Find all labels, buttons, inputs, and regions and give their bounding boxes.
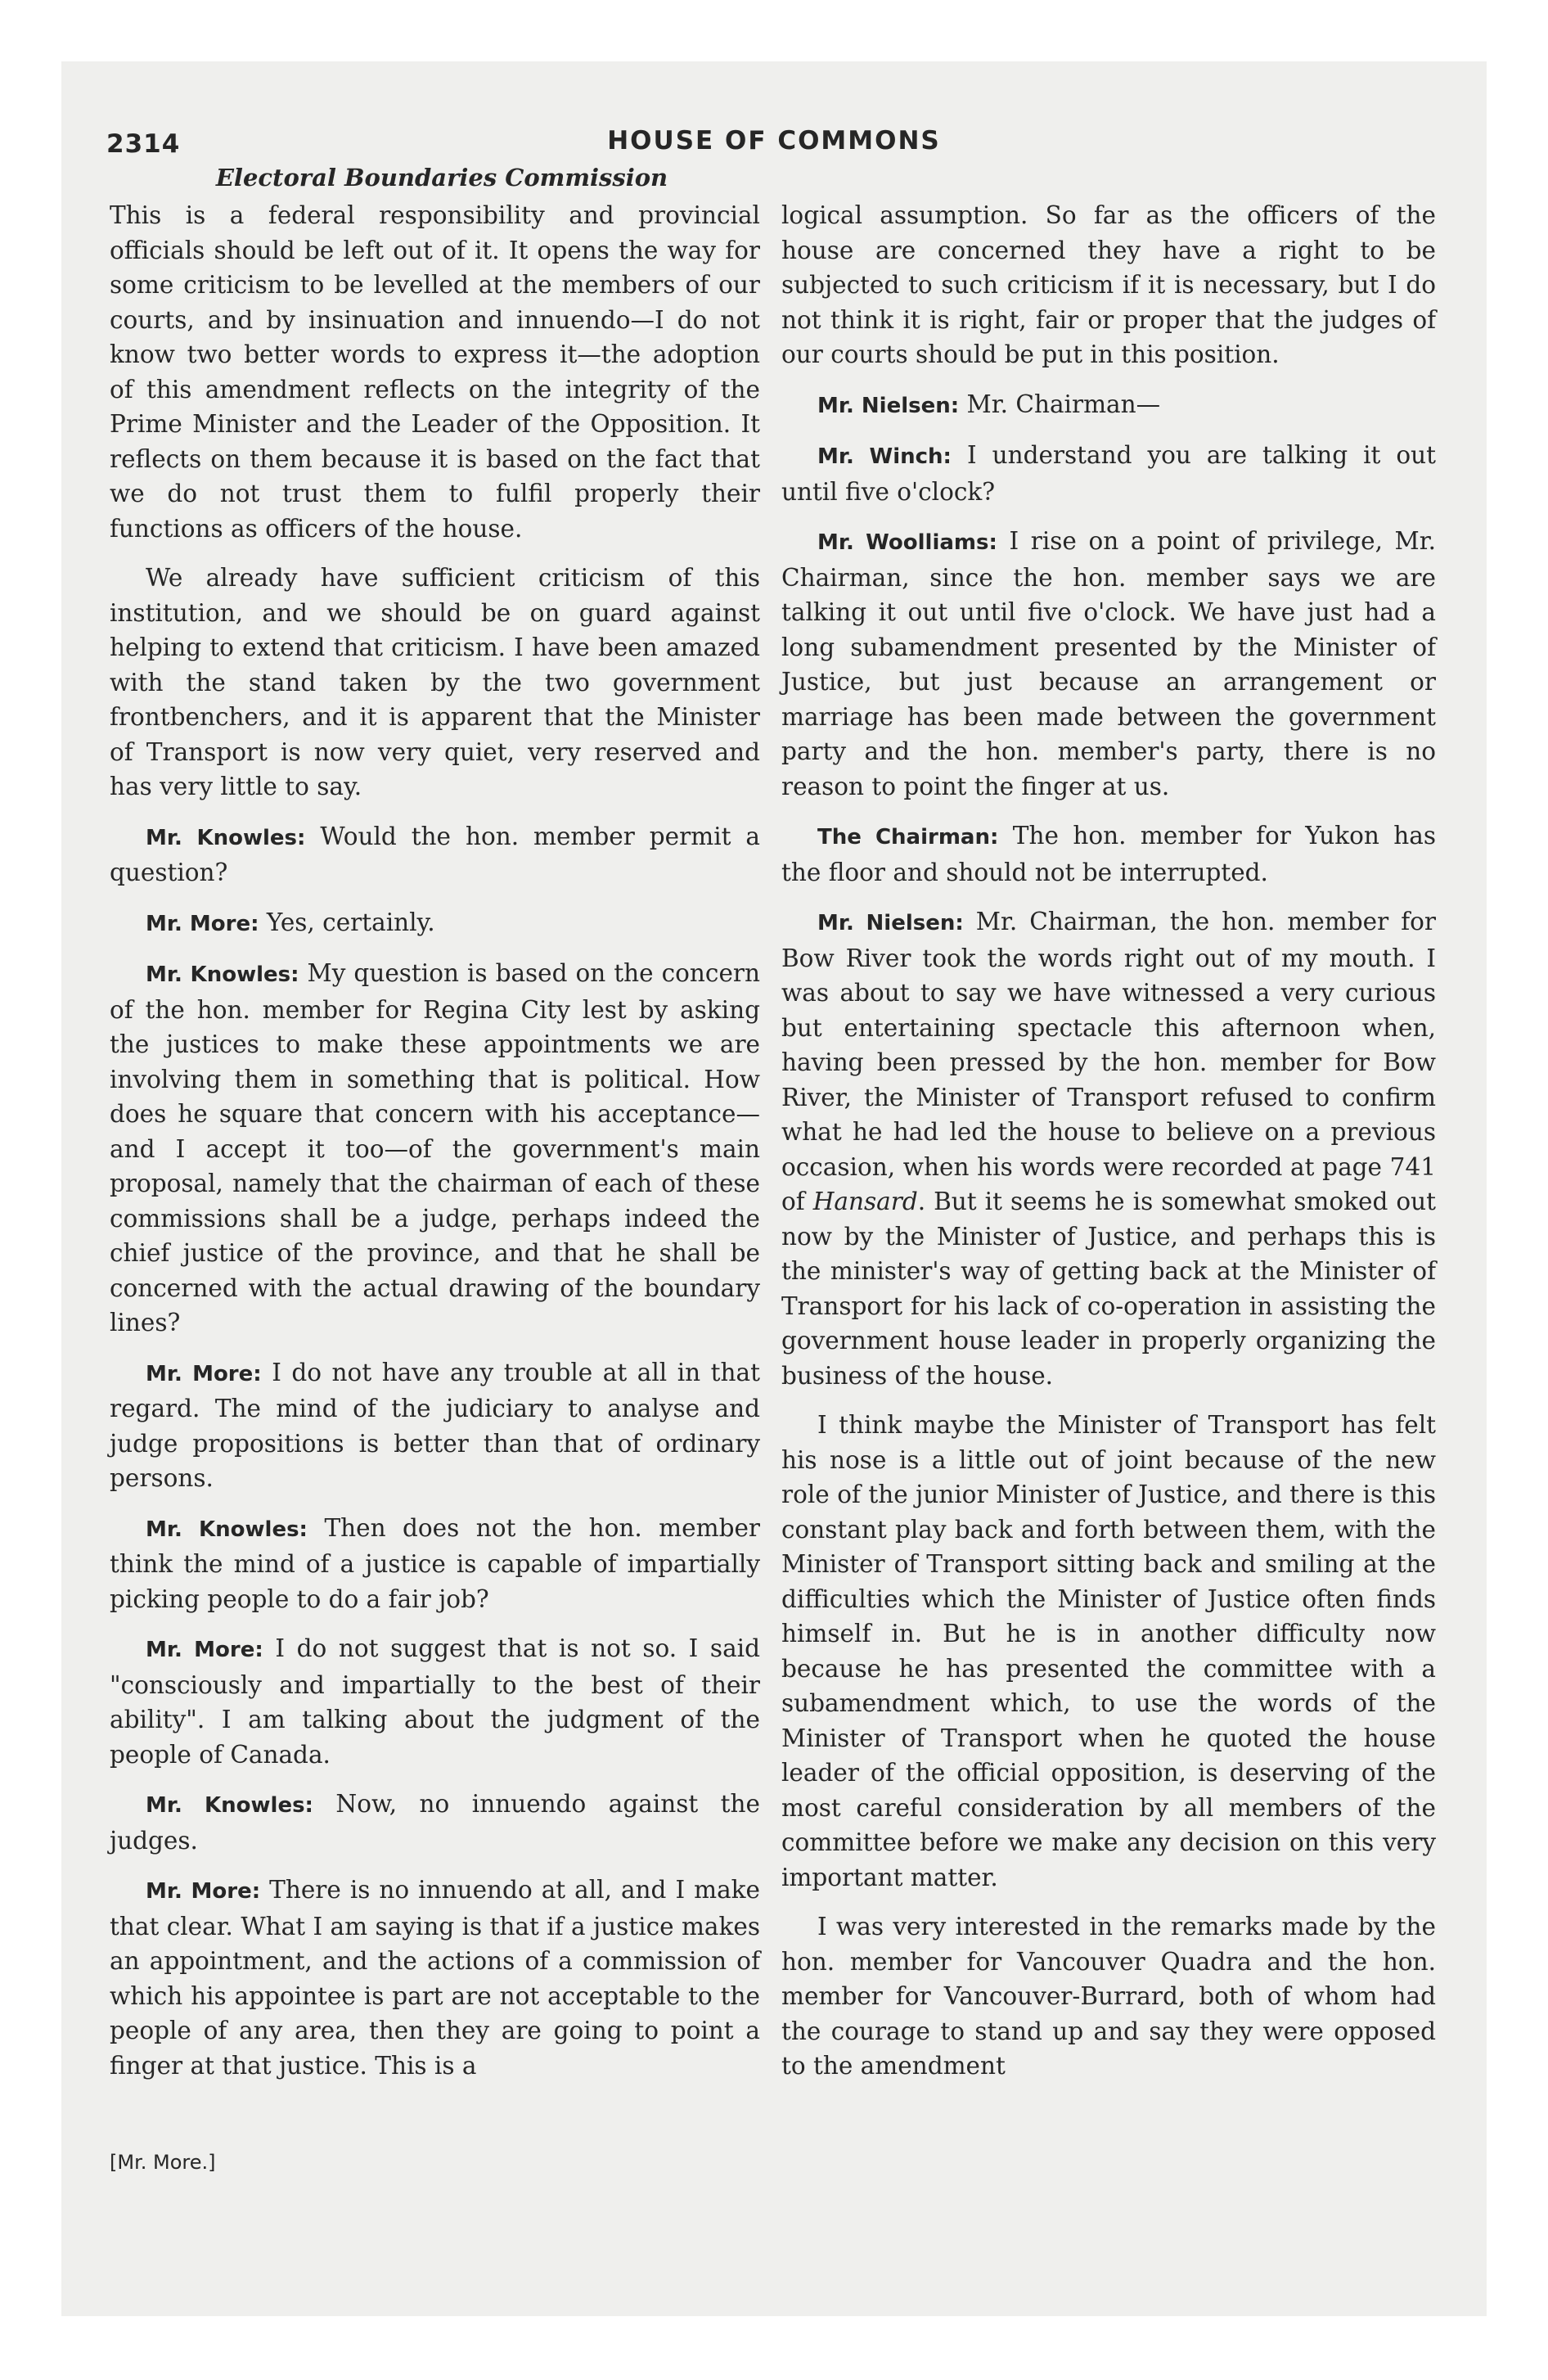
speaker-name: Mr. More:	[146, 911, 259, 936]
speaker-name: Mr. Nielsen:	[817, 911, 964, 935]
speech-text: Mr. Chairman, the hon. member for Bow River took the words right out of my mouth. I was about to say we have witnessed a very curious but entertaining spectacle this afternoon when, having been pressed by the hon. member for Bow River, the Minister of Transport refused to confirm what he had led the house to believe on a previous occasion, when his words were recorded at page 741 of	[781, 908, 1436, 1215]
speech	[110, 1355, 760, 1496]
running-head: HOUSE OF COMMONS	[607, 126, 941, 156]
speaker-name: Mr. Knowles:	[146, 1517, 308, 1542]
speech	[781, 438, 1436, 509]
speech	[781, 387, 1436, 424]
speech-text: Yes, certainly.	[266, 908, 435, 936]
speech	[110, 1511, 760, 1617]
speech-text: I do not have any trouble at all in that regard. The mind of the judiciary to analyse and judge propositions is better than that of ordinary persons.	[110, 1358, 760, 1492]
speech	[110, 819, 760, 890]
section-title: Electoral Boundaries Commission	[215, 164, 668, 192]
paragraph: I think maybe the Minister of Transport has felt his nose is a little out of joint because of the new role of the junior Minister of Justice, and there is this constant play back and forth between them, with the Minister of Transport sitting back and smiling at the difficulties which the Minister of Justice often finds himself in. But he is in another difficulty now because he has presented the committee with a subamendment which, to use the words of the Minister of Transport when he quoted the house leader of the official opposition, is deserving of the most careful consideration by all members of the committee before we make any decision on this very important matter.	[781, 1411, 1436, 1891]
speaker-name: Mr. Knowles:	[146, 1793, 313, 1818]
paragraph: This is a federal responsibility and provincial officials should be left out of it. It opens the way for some criticism to be levelled at the members of our courts, and by insinuation and innuendo—I do not know two better words to express it—the adoption of this amendment reflects on the integrity of the Prime Minister and the Leader of the Opposition. It reflects on them because it is based on the fact that we do not trust them to fulfil properly their functions as officers of the house.	[110, 201, 760, 543]
speech	[110, 1631, 760, 1772]
speech	[781, 904, 1436, 1393]
page-number: 2314	[106, 129, 181, 159]
hansard-title: Hansard	[812, 1188, 918, 1215]
speaker-name: Mr. Nielsen:	[817, 393, 960, 418]
speech-text: . But it seems he is somewhat smoked out now by the Minister of Justice, and perhaps this is the minister's way of getting back at the Minister of Transport for his lack of co-operation in assisting the government house leader in properly organizing the business of the house.	[781, 1188, 1436, 1390]
speech-text: My question is based on the concern of the hon. member for Regina City lest by asking the justices to make these appointments we are involving them in something that is political. How does he square that concern with his acceptance—and I accept it too—of the government's main proposal, namely that the chairman of each of these commissions shall be a judge, perhaps indeed the chief justice of the province, and that he shall be concerned with the actual drawing of the boundary lines?	[110, 959, 761, 1336]
speech-text: I do not suggest that is not so. I said "consciously and impartially to the best of their ability". I am talking about the judgment of the people of Canada.	[110, 1634, 760, 1769]
speech	[781, 818, 1436, 890]
speech-text: I rise on a point of privilege, Mr. Chairman, since the hon. member says we are talking it out until five o'clock. We have just had a long subamendment presented by the Minister of Justice, but just because an arrangement or marriage has been made between the government party and the hon. member's party, there is no reason to point the finger at us.	[781, 527, 1437, 800]
speaker-name: Mr. Knowles:	[146, 825, 306, 850]
footer-note: [Mr. More.]	[110, 2151, 216, 2174]
speech-text: Now, no innuendo against the judges.	[110, 1790, 760, 1855]
speech	[110, 1873, 760, 2083]
speaker-name: Mr. Woolliams:	[817, 530, 997, 555]
speech	[110, 956, 760, 1341]
speaker-name: Mr. More:	[146, 1361, 262, 1386]
speech-text: I understand you are talking it out until five o'clock?	[781, 441, 1436, 506]
paragraph: I was very interested in the remarks made by the hon. member for Vancouver Quadra and the hon. member for Vancouver-Burrard, both of whom had the courage to stand up and say they were opposed to the amendment	[781, 1913, 1436, 2080]
speech-text: There is no innuendo at all, and I make that clear. What I am saying is that if a justice makes an appointment, and the actions of a commission of which his appointee is part are not acceptable to the people of any area, then they are going to point a finger at that justice. This is a	[110, 1876, 760, 2080]
speech-text: Then does not the hon. member think the mind of a justice is capable of impartially picking people to do a fair job?	[110, 1513, 761, 1613]
speech-text: Mr. Chairman—	[966, 390, 1161, 418]
right-column	[781, 198, 1436, 2098]
speech	[781, 524, 1436, 804]
speech	[110, 1787, 760, 1858]
left-column	[110, 198, 760, 2098]
speaker-name: Mr. More:	[146, 1638, 263, 1662]
speech	[110, 905, 760, 942]
speaker-name: Mr. Winch:	[817, 444, 952, 469]
speaker-name: Mr. More:	[146, 1879, 261, 1904]
paragraph: logical assumption. So far as the officers of the house are concerned they have a right to be subjected to such criticism if it is necessary, but I do not think it is right, fair or proper that the judges of our courts should be put in this position.	[781, 201, 1436, 368]
speech-text: Would the hon. member permit a question?	[110, 822, 761, 886]
speaker-name: Mr. Knowles:	[146, 962, 299, 987]
speaker-name: The Chairman:	[817, 825, 999, 850]
speech-text: The hon. member for Yukon has the floor and should not be interrupted.	[781, 822, 1436, 886]
paragraph: We already have sufficient criticism of this institution, and we should be on guard against helping to extend that criticism. I have been amazed with the stand taken by the two government frontbenchers, and it is apparent that the Minister of Transport is now very quiet, very reserved and has very little to say.	[110, 564, 760, 800]
